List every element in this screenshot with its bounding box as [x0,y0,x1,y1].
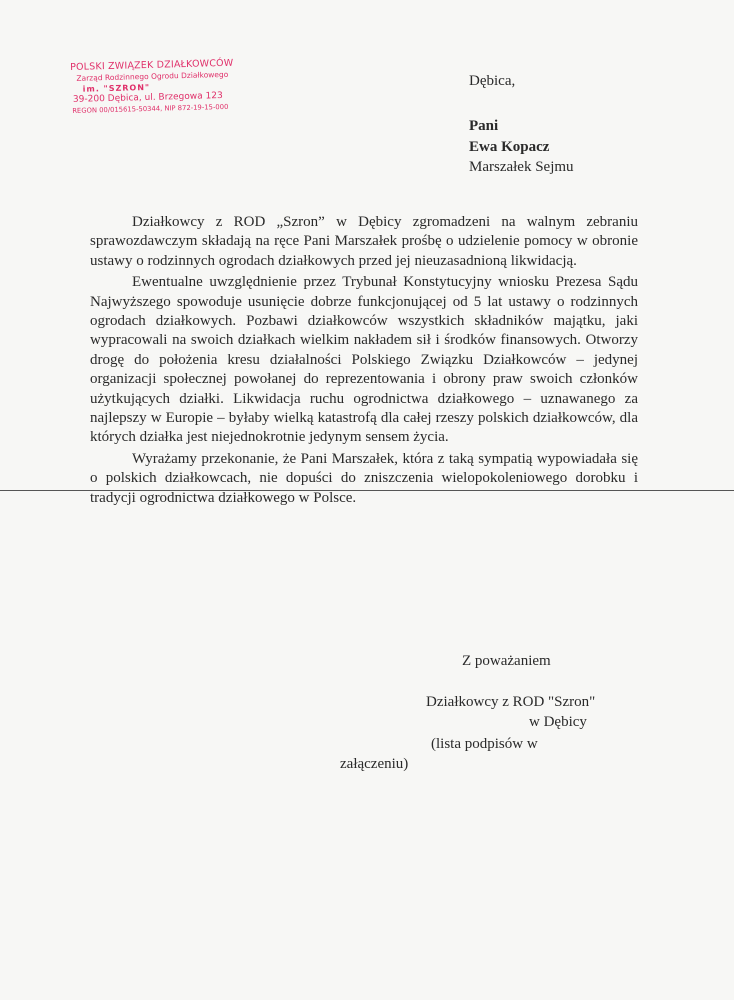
attachment-note-line-1: (lista podpisów w [431,736,538,752]
scan-artifact-line [0,490,734,491]
recipient-title: Marszałek Sejmu [469,159,574,175]
recipient-salutation: Pani [469,118,499,134]
attachment-note-line-2: załączeniu) [340,756,409,772]
stamp-line-garden-name: im. "SZRON" [82,82,151,94]
organization-stamp [70,58,241,117]
body-paragraph-2: Ewentualne uwzględnienie przez Trybunał Konstytucyjny wniosku Prezesa Sądu Najwyższego spowoduje usunięcie dobrze funkcjonującej od 5 lat ustawy o rodzinnych ogrodach działkowych. Pozbawi działkowców wszystkich składników majątku, jaki wypracowali na swoich działkach wielkim nakładem sił i środków finansowych. Otworzy drogę do położenia kresu działalności Polskiego Związku Działkowców – jedynej organizacji społecznej powołanej do reprezentowania i obrony praw swoich członków użytkujących działki. Likwidacja ruchu ogrodnictwa działkowego – uznawanego za najlepszy w Europie – byłaby wielką katastrofą dla całej rzeszy polskich działkowców, dla których działka jest niejednokrotnie jedynym sensem życia. [90,274,638,446]
signer-line-1: Działkowcy z ROD "Szron" [426,694,596,710]
body-paragraph-1: Działkowcy z ROD „Szron” w Dębicy zgromadzeni na walnym zebraniu sprawozdawczym składają na ręce Pani Marszałek prośbę o udzielenie pomocy w obronie ustawy o rodzinnych ogrodach działkowych przed jej nieuzasadnioną likwidacją. [90,214,638,269]
letter-place: Dębica, [469,73,516,89]
recipient-address-block [469,116,574,178]
closing-greeting: Z poważaniem [462,653,551,669]
stamp-line-address: 39-200 Dębica, ul. Brzegowa 123 [72,91,223,105]
stamp-line-organization: POLSKI ZWIĄZEK DZIAŁKOWCÓW [70,57,234,73]
recipient-name: Ewa Kopacz [469,138,550,155]
stamp-line-regon-nip: REGON 00/015615-50344, NIP 872-19-15-000 [72,102,229,115]
signer-line-2: w Dębicy [529,714,587,730]
body-paragraph-3: Wyrażamy przekonanie, że Pani Marszałek, która z taką sympatią wypowiadała się o polskich działkowcach, nie dopuści do zniszczenia wielopokoleniowego dorobku i tradycji ogrodnictwa działkowego w Polsce. [90,450,638,506]
stamp-line-board: Zarząd Rodzinnego Ogrodu Działkowego [76,69,229,83]
letter-body [90,213,638,508]
